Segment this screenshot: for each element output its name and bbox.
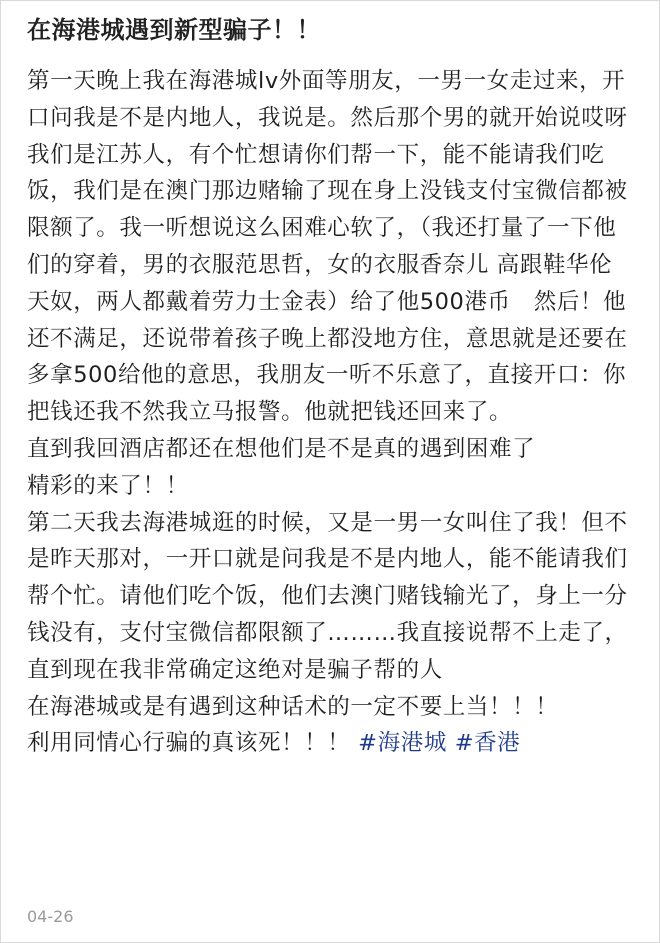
post-title: 在海港城遇到新型骗子！！	[27, 16, 321, 44]
post-date: 04-26	[27, 907, 74, 926]
post-last-line-text: 利用同情心行骗的真该死！！！	[27, 730, 351, 757]
post-paragraph-2: 直到我回酒店都还在想他们是不是真的遇到困难了	[27, 435, 536, 462]
hashtag-link[interactable]: #海港城	[358, 730, 447, 757]
post-last-line	[27, 725, 635, 762]
post-paragraph-4: 第二天我去海港城逛的时候，又是一男一女叫住了我！但不是昨天那对，一开口就是问我是不是内地人，能不能请我们帮个忙。请他们吃个饭，他们去澳门赌钱输光了，身上一分钱没有，支付宝微信都限额了………我直接说帮不上走了，直到现在我非常确定这绝对是骗子帮的人	[27, 509, 628, 683]
post-paragraph-1: 第一天晚上我在海港城lv外面等朋友，一男一女走过来，开口问我是不是内地人，我说是。然后那个男的就开始说哎呀我们是江苏人，有个忙想请你们帮一下，能不能请我们吃饭，我们是在澳门那边赌输了现在身上没钱支付宝微信都被限额了。我一听想说这么困难心软了，（我还打量了一下他们的穿着，男的衣服范思哲，女的衣服香奈儿 高跟鞋华伦天奴，两人都戴着劳力士金表）给了他500港币 然后！他还不满足，还说带着孩子晚上都没地方住，意思就是还要在多拿500给他的意思，我朋友一听不乐意了，直接开口：你把钱还我不然我立马报警。他就把钱还回来了。	[27, 68, 628, 426]
hashtag-link[interactable]: #香港	[454, 730, 521, 757]
post-body	[27, 63, 635, 762]
post-paragraph-3: 精彩的来了！！	[27, 472, 189, 499]
post-paragraph-5: 在海港城或是有遇到这种话术的一定不要上当！！！	[27, 693, 559, 720]
